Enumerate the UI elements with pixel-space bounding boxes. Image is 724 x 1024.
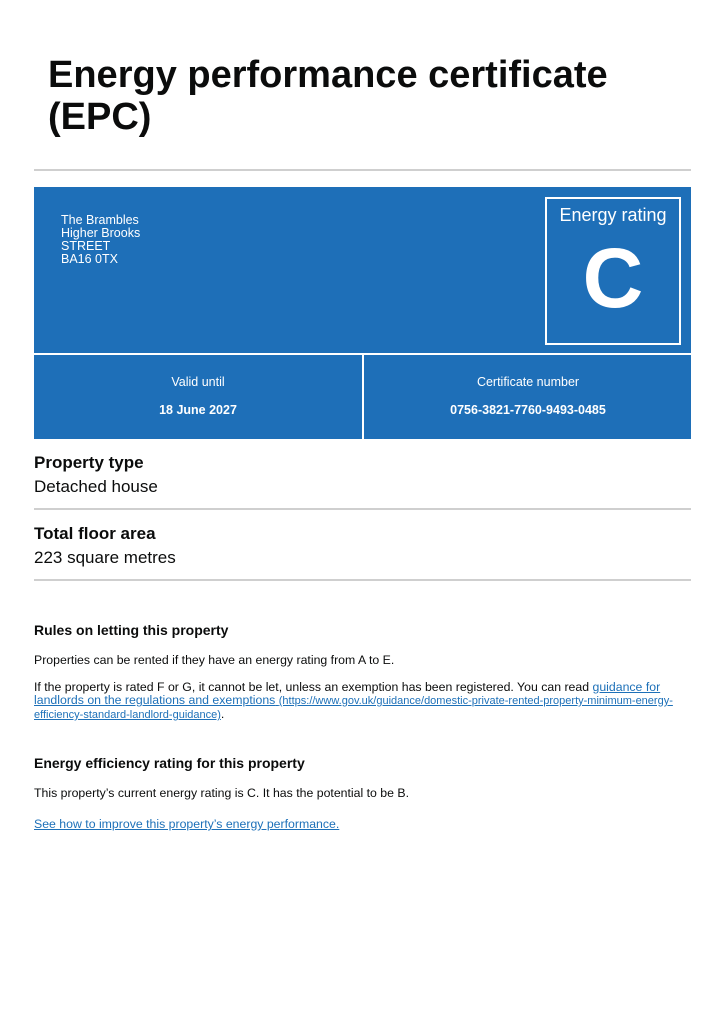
page-title: Energy performance certificate (EPC) bbox=[48, 54, 608, 138]
efficiency-paragraph: This property’s current energy rating is C. It has the potential to be B. bbox=[34, 786, 410, 800]
floor-area-value: 223 square metres bbox=[34, 548, 176, 567]
letting-exemption-paragraph bbox=[34, 681, 694, 722]
epc-summary-box bbox=[34, 187, 691, 439]
letting-heading: Rules on letting this property bbox=[34, 622, 229, 638]
property-type-value: Detached house bbox=[34, 477, 158, 496]
divider bbox=[34, 508, 691, 510]
address-line: STREET bbox=[61, 239, 111, 253]
exemption-text-end: . bbox=[220, 707, 225, 721]
floor-area-label: Total floor area bbox=[34, 524, 156, 543]
valid-until-cell bbox=[34, 355, 362, 439]
divider bbox=[34, 579, 691, 581]
address-line: Higher Brooks bbox=[61, 226, 141, 240]
improve-performance-link[interactable]: See how to improve this property’s energy performance. bbox=[34, 817, 340, 831]
energy-rating-letter: C bbox=[582, 231, 644, 325]
certificate-number-value: 0756-3821-7760-9493-0485 bbox=[450, 403, 606, 417]
address-line: BA16 0TX bbox=[61, 252, 118, 266]
landlord-guidance-link-text: guidance for landlords on the regulations and exemptions bbox=[34, 680, 661, 707]
landlord-guidance-url: (https://www.gov.uk/guidance/domestic-private-rented-property-minimum-energy-efficiency-standard-landlord-guidance) bbox=[34, 695, 673, 721]
energy-rating-label: Energy rating bbox=[559, 205, 667, 225]
certificate-number-label: Certificate number bbox=[476, 375, 580, 389]
efficiency-heading: Energy efficiency rating for this property bbox=[34, 755, 305, 771]
energy-rating-box bbox=[545, 197, 681, 345]
certificate-number-cell bbox=[364, 355, 692, 439]
address-line: The Brambles bbox=[61, 213, 139, 227]
valid-until-label: Valid until bbox=[171, 375, 225, 389]
letting-paragraph: Properties can be rented if they have an energy rating from A to E. bbox=[34, 653, 395, 667]
divider bbox=[34, 169, 691, 171]
exemption-text: If the property is rated F or G, it cannot be let, unless an exemption has been registered. You can read bbox=[34, 680, 593, 694]
property-type-label: Property type bbox=[34, 453, 144, 472]
improve-performance-paragraph bbox=[34, 818, 694, 831]
property-address bbox=[61, 214, 140, 266]
valid-until-value: 18 June 2027 bbox=[159, 403, 237, 417]
